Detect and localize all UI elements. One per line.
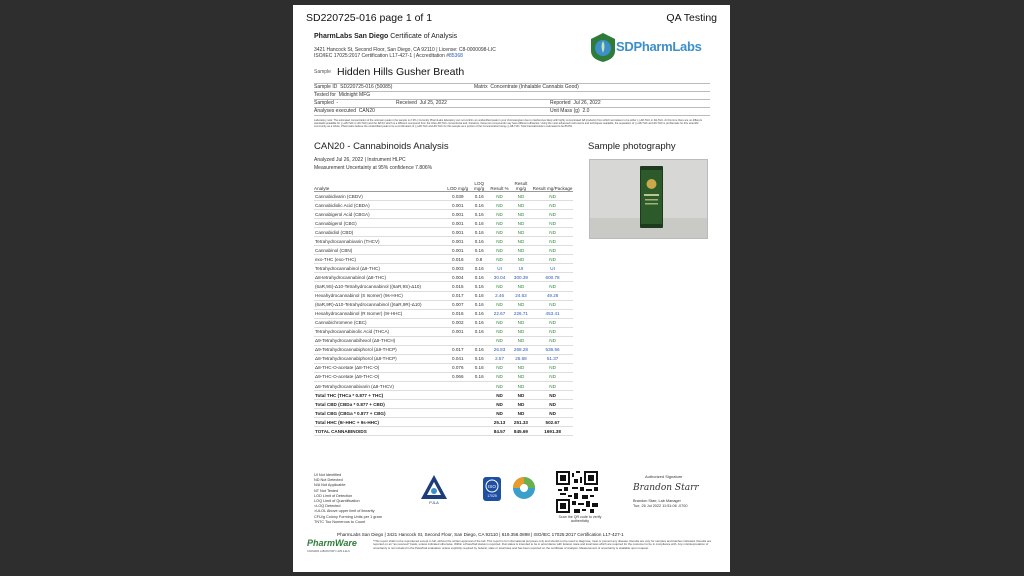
cell-analyte: Total CBD (CBDa * 0.877 + CBD) [314, 400, 447, 409]
analysis-title: CAN20 - Cannabinoids Analysis [314, 141, 449, 152]
lab-address-line: 3421 Hancock St, Second Floor, San Diego, CA 92110 | License: C8-0000098-LIC [314, 47, 496, 53]
cell-analyte: Cannabidiol (CBD) [314, 228, 447, 237]
cell-result-mgg: ND [510, 372, 532, 381]
cell-result-pct: ND [489, 282, 509, 291]
cell-loq [469, 336, 489, 345]
legend-item: CFU/g Colony Forming Units per 1 gram [314, 514, 382, 519]
col-result-pkg: Result mg/Package [532, 175, 573, 192]
cell-loq: 0.16 [469, 228, 489, 237]
col-analyte: Analyte [314, 175, 447, 192]
cell-result-pct: 2.57 [489, 354, 509, 363]
cell-analyte: exo-THC (exo-THC) [314, 255, 447, 264]
cell-result-pkg: ND [532, 391, 573, 400]
table-row [314, 210, 573, 219]
table-row [314, 192, 573, 201]
cell-loq: 0.16 [469, 372, 489, 381]
table-row [314, 372, 573, 381]
cell-result-pct: ND [489, 336, 509, 345]
cell-result-pkg: ND [532, 255, 573, 264]
cell-result-pct: ND [489, 318, 509, 327]
table-header [314, 175, 573, 192]
cell-analyte: Cannabidiolic Acid (CBDA) [314, 201, 447, 210]
footer-lab-line: PharmLabs San Diego | 3421 Hancock St, Second Floor, San Diego, CA 92110 | 619.356.0898 | ISO/IEC 17025:2017 Certification L17-427-1 [337, 532, 624, 537]
sdpharmlabs-logo-text: SDPharmLabs [616, 39, 702, 54]
unit-mass-row: Unit Mass (g) 2.0 [550, 108, 590, 114]
cell-result-pct: ND [489, 381, 509, 390]
table-row [314, 255, 573, 264]
cell-loq [469, 418, 489, 427]
signature-date: Tue, 26 Jul 2022 11:51:06 -0700 [633, 503, 688, 508]
cell-loq: 0.16 [469, 273, 489, 282]
cell-analyte: Cannabigerol (CBG) [314, 219, 447, 228]
cell-result-mgg: 24.63 [510, 291, 532, 300]
legend-item: >ULOL Above upper limit of linearity [314, 509, 375, 514]
cell-result-pct: ND [489, 363, 509, 372]
uncertainty-value: 7.806% [415, 165, 433, 171]
cell-result-mgg: ND [510, 336, 532, 345]
ilac-mra-icon [511, 475, 537, 505]
cell-analyte: Δ8-Tetrahydrocannabivarin (Δ8-THCV) [314, 381, 447, 390]
cell-result-mgg: ND [510, 246, 532, 255]
cell-result-pkg: ND [532, 228, 573, 237]
cell-lod: 0.016 [447, 309, 469, 318]
signature-label: Authorized Signature [645, 474, 683, 479]
table-row [314, 363, 573, 372]
cell-result-pkg: 502.67 [532, 418, 573, 427]
cell-result-pkg: ND [532, 336, 573, 345]
laboratory-note: Laboratory note: The estimated concentration of the unknown peak in the sample is 2.3%.) Currently PharmLabs laboratory can not confirm an unidentified peak in your chromatogram due to interference likely with highly concentrated Δ8 products) from which we believe to be either (-)-Δ8-THC or Δ9-THC. At this time there are no different standards available for (-)-Δ8-THC or Δ9-THC) and the Δ8 thc which is a different compound from the Infan Δ8-THC conventional and, therefore, these two compounds may have different efficacies. Using the most advanced instruments and techniques available, the separation of (-)-Δ8-THC and Δ9-THC is problematic for this scientific community as a whole. PharmLabs believe the unidentified peak to be a combination of (-)-Δ8-THC and Δ9-THC for this sample as a portion of the Concentration being (-)-Δ8-THC. Total Cannabinoids is estimated to be 86.8%. [314, 119, 703, 129]
table-row [314, 219, 573, 228]
cell-result-mgg: UI [510, 264, 532, 273]
coa-title: Certificate of Analysis [390, 33, 458, 40]
abbreviation-legend [314, 473, 404, 525]
unit-mass-value: 2.0 [582, 108, 590, 114]
cell-analyte: Tetrahydrocannabivarin (THCV) [314, 237, 447, 246]
cell-result-pkg: 51.37 [532, 354, 573, 363]
cell-result-pkg: ND [532, 327, 573, 336]
cell-loq: 0.16 [469, 219, 489, 228]
col-result-mgg: Result mg/g [510, 175, 532, 192]
cell-loq: 0.16 [469, 201, 489, 210]
cell-lod [447, 418, 469, 427]
cell-lod: 0.041 [447, 354, 469, 363]
legend-item: LOQ Limit of Quantification [314, 499, 360, 504]
cell-analyte: Cannabichromene (CBC) [314, 318, 447, 327]
table-row [314, 318, 573, 327]
cell-result-pkg: 1691.38 [532, 427, 573, 436]
cell-lod: 0.015 [447, 282, 469, 291]
cell-loq [469, 427, 489, 436]
table-row [314, 264, 573, 273]
cell-lod: 0.004 [447, 273, 469, 282]
total-row [314, 391, 573, 400]
table-row [314, 354, 573, 363]
sample-id: SD220725-016 (50085) [340, 84, 393, 90]
cell-result-pkg: ND [532, 210, 573, 219]
cell-loq: 0.16 [469, 327, 489, 336]
cell-lod [447, 400, 469, 409]
iso-17025-badge-icon [482, 476, 502, 502]
legend-item: N/A Not Applicable [314, 483, 346, 488]
cell-analyte: TOTAL CANNABINOIDS [314, 427, 447, 436]
cell-result-pkg: ND [532, 201, 573, 210]
cell-loq: 0.16 [469, 318, 489, 327]
cell-result-pkg: ND [532, 237, 573, 246]
divider [314, 99, 710, 100]
table-row [314, 345, 573, 354]
divider [314, 91, 710, 92]
cell-result-pct: ND [489, 327, 509, 336]
cell-analyte: Δ8-THC-O-acetate (Δ8-THC-O) [314, 363, 447, 372]
cell-analyte: Δ8-tetrahydrocannabinol (Δ8-THC) [314, 273, 447, 282]
cell-result-mgg: ND [510, 300, 532, 309]
cell-result-pkg: ND [532, 219, 573, 228]
cell-result-pct: ND [489, 219, 509, 228]
cell-loq [469, 381, 489, 390]
legend-item: TNTC Too Numerous to Count [314, 519, 366, 524]
cell-result-mgg: 268.28 [510, 345, 532, 354]
cell-result-pkg: ND [532, 400, 573, 409]
total-row [314, 427, 573, 436]
cell-analyte: Tetrahydrocannabinol (Δ9-THC) [314, 264, 447, 273]
cell-loq [469, 400, 489, 409]
cell-loq [469, 409, 489, 418]
table-row [314, 327, 573, 336]
table-row [314, 237, 573, 246]
accreditation-link[interactable]: 85368 [449, 53, 463, 59]
cell-loq: 0.16 [469, 282, 489, 291]
cell-result-pct: 22.67 [489, 309, 509, 318]
cell-result-mgg: ND [510, 400, 532, 409]
cell-analyte: Hexahydrocannabinol (R Isomer) (9r-HHC) [314, 309, 447, 318]
cell-lod: 0.002 [447, 318, 469, 327]
table-row [314, 291, 573, 300]
cell-lod [447, 381, 469, 390]
col-lod: LOD mg/g [447, 175, 469, 192]
divider [314, 115, 710, 116]
cell-result-pct: 30.04 [489, 273, 509, 282]
cell-lod: 0.007 [447, 300, 469, 309]
total-row [314, 409, 573, 418]
verification-qr-icon[interactable] [556, 471, 598, 513]
cell-lod [447, 427, 469, 436]
cell-result-pct: 2.46 [489, 291, 509, 300]
cell-result-pct: ND [489, 192, 509, 201]
cell-loq [469, 391, 489, 400]
received-date: Jul 25, 2022 [419, 100, 447, 106]
cell-result-mgg: 226.71 [510, 309, 532, 318]
cell-result-pct: 25.13 [489, 418, 509, 427]
table-row [314, 309, 573, 318]
cell-result-mgg: ND [510, 237, 532, 246]
cell-lod: 0.001 [447, 210, 469, 219]
cell-lod [447, 336, 469, 345]
sample-id-row: Sample ID SD220725-016 (50085) [314, 84, 393, 90]
cell-analyte: Δ8-Tetrahydrocannabiphorol (Δ8-THCP) [314, 354, 447, 363]
cell-result-pct: ND [489, 372, 509, 381]
cell-lod: 0.001 [447, 201, 469, 210]
table-row [314, 282, 573, 291]
cell-result-mgg: ND [510, 255, 532, 264]
table-row [314, 246, 573, 255]
analyzed-date: Jul 26, 2022 [335, 157, 364, 163]
product-photo-icon [590, 160, 707, 238]
cell-loq: 0.16 [469, 300, 489, 309]
tested-for-value: Midnight MFG [338, 92, 371, 98]
svg-text:PJLA: PJLA [429, 500, 439, 505]
cell-result-mgg: ND [510, 219, 532, 228]
cell-result-pkg: ND [532, 318, 573, 327]
cell-analyte: Total HHC (9r-HHC + 9s-HHC) [314, 418, 447, 427]
cell-result-pkg: 600.78 [532, 273, 573, 282]
document-id: SD220725-016 page 1 of 1 [306, 12, 433, 24]
cell-result-mgg: ND [510, 318, 532, 327]
cell-result-pct: ND [489, 228, 509, 237]
cell-result-pkg: ND [532, 409, 573, 418]
sample-label: Sample [314, 69, 331, 75]
cell-loq: 0.16 [469, 363, 489, 372]
cell-lod [447, 391, 469, 400]
cell-lod: 0.066 [447, 372, 469, 381]
lab-cert-line: ISO/IEC 17025:2017 Certification L17-427-1 | Accreditation #85368 [314, 53, 463, 59]
cell-result-mgg: 300.39 [510, 273, 532, 282]
cell-result-pct: ND [489, 246, 509, 255]
reported-row: Reported Jul 26, 2022 [550, 100, 601, 106]
cell-result-mgg: ND [510, 192, 532, 201]
cell-result-pct: ND [489, 300, 509, 309]
table-body [314, 192, 573, 436]
svg-text:17025: 17025 [487, 494, 497, 498]
cell-result-mgg: ND [510, 228, 532, 237]
analyses-value: CAN20 [358, 108, 375, 114]
table-row [314, 381, 573, 390]
analyses-row: Analyses executed CAN20 [314, 108, 375, 114]
cell-analyte: (6aR,9S)-Δ10-Tetrahydrocannabinol ((6aR,9S)-Δ10) [314, 282, 447, 291]
cell-loq: 0.16 [469, 237, 489, 246]
cell-analyte: Δ9-THC-O-acetate (Δ9-THC-O) [314, 372, 447, 381]
cell-loq: 0.16 [469, 210, 489, 219]
table-row [314, 228, 573, 237]
matrix-value: Concentrate (Inhalable Cannabis Good) [490, 84, 579, 90]
cell-loq: 0.8 [469, 255, 489, 264]
pharmware-tagline: CANNABIS LABORATORY LIMS & ELN [307, 550, 350, 553]
cell-result-pkg: ND [532, 282, 573, 291]
cell-loq: 0.16 [469, 291, 489, 300]
document-type: QA Testing [666, 12, 717, 24]
cell-result-pct: ND [489, 210, 509, 219]
cell-result-pkg: 536.56 [532, 345, 573, 354]
coa-page [293, 5, 730, 572]
sample-photo [589, 159, 708, 239]
table-row [314, 201, 573, 210]
uncertainty-line: Measurement Uncertainty at 95% confidence 7.806% [314, 165, 433, 171]
cell-loq: 0.16 [469, 345, 489, 354]
cell-lod: 0.076 [447, 363, 469, 372]
legend-item: ND Not Detected [314, 478, 343, 483]
cell-lod: 0.039 [447, 192, 469, 201]
col-result-pct: Result % [489, 175, 509, 192]
cell-analyte: Cannabidivarin (CBDV) [314, 192, 447, 201]
cell-loq: 0.16 [469, 309, 489, 318]
cell-lod: 0.001 [447, 246, 469, 255]
legend-item: NT Not Tested [314, 488, 339, 493]
cell-analyte: Tetrahydrocannabinolic Acid (THCA) [314, 327, 447, 336]
table-row [314, 336, 573, 345]
col-loq: LOQ mg/g [469, 175, 489, 192]
cell-analyte: Total CBG (CBGa * 0.877 + CBG) [314, 409, 447, 418]
sample-name: Hidden Hills Gusher Breath [337, 66, 465, 78]
cell-result-mgg: 845.69 [510, 427, 532, 436]
cell-result-pct: ND [489, 201, 509, 210]
reported-date: Jul 26, 2022 [573, 100, 601, 106]
cannabinoids-table [314, 175, 573, 436]
cell-analyte: Δ9-Tetrahydrocannabihexol (Δ9-THCH) [314, 336, 447, 345]
photo-title: Sample photography [588, 141, 676, 152]
lab-address [314, 47, 564, 59]
cell-loq: 0.16 [469, 264, 489, 273]
cell-lod: 0.001 [447, 237, 469, 246]
cell-result-mgg: ND [510, 282, 532, 291]
cell-result-pct: ND [489, 255, 509, 264]
cell-loq: 0.16 [469, 192, 489, 201]
cell-analyte: Δ9-Tetrahydrocannabiphorol (Δ9-THCP) [314, 345, 447, 354]
cell-analyte: Cannabigerol Acid (CBGA) [314, 210, 447, 219]
cell-result-mgg: ND [510, 363, 532, 372]
cell-result-pkg: 453.41 [532, 309, 573, 318]
total-row [314, 400, 573, 409]
total-row [314, 418, 573, 427]
analysis-meta: Analyzed Jul 26, 2022 | Instrument HLPC [314, 157, 406, 163]
authorized-signature: Brandon Starr [633, 483, 699, 493]
cell-lod: 0.003 [447, 264, 469, 273]
cell-result-mgg: 25.68 [510, 354, 532, 363]
table-row [314, 300, 573, 309]
cell-result-pkg: ND [532, 192, 573, 201]
cell-result-pct: 84.57 [489, 427, 509, 436]
cell-result-pct: ND [489, 400, 509, 409]
cell-result-mgg: ND [510, 391, 532, 400]
footer-disclaimer: *This report shall not be reproduced except in full, without the written approval of the lab. This report is for informational purposes only and should not be used to diagnose, treat or prevent any disease. Results are only for samples and batches indicated. Results are reported on an "as received" basis, unless indicated otherwise. Within a Pass/Fail status is reported, that status is intended to be in accordance with federal, state and local laws which are required for the customer to be in compliance with. Any misinterpretation of uncertainty is not included in the Pass/Fail evaluation unless explicitly required by federal, state or local laws and has been reported on the certificate of analysis. Measurement of uncertainty is available upon request. [373, 539, 712, 550]
cell-result-mgg: ND [510, 409, 532, 418]
cell-result-pkg: ND [532, 372, 573, 381]
cell-analyte: (6aR,9R)-Δ10-Tetrahydrocannabinol ((6aR,9R)-Δ10) [314, 300, 447, 309]
cell-result-pct: ND [489, 391, 509, 400]
pjla-accreditation-icon [419, 473, 449, 505]
cell-result-pkg: ND [532, 300, 573, 309]
matrix-row: Matrix Concentrate (Inhalable Cannabis Good) [474, 84, 579, 90]
cell-result-mgg: ND [510, 201, 532, 210]
cell-lod [447, 409, 469, 418]
cell-lod: 0.017 [447, 345, 469, 354]
signer-info [633, 499, 723, 508]
lab-name: PharmLabs San Diego [314, 33, 389, 40]
legend-item: LOD Limit of Detection [314, 493, 353, 498]
cell-result-pkg: ND [532, 246, 573, 255]
cell-result-mgg: ND [510, 327, 532, 336]
cell-result-pkg: 49.26 [532, 291, 573, 300]
cell-result-pkg: ND [532, 381, 573, 390]
cell-loq: 0.16 [469, 354, 489, 363]
signer-name: Brandon Starr, Lab Manager [633, 499, 681, 503]
cell-analyte: Cannabinol (CBN) [314, 246, 447, 255]
cell-result-pct: ND [489, 409, 509, 418]
cell-analyte: Hexahydrocannabinol (S Isomer) (9s-HHC) [314, 291, 447, 300]
sampled-row: Sampled - [314, 100, 339, 106]
cell-analyte: Total THC (THCa * 0.877 + THC) [314, 391, 447, 400]
cell-loq: 0.16 [469, 246, 489, 255]
cell-lod: 0.017 [447, 291, 469, 300]
cell-result-mgg: ND [510, 381, 532, 390]
cell-result-pct: UI [489, 264, 509, 273]
cell-result-pkg: ND [532, 363, 573, 372]
cell-result-pkg: UI [532, 264, 573, 273]
received-row: Received Jul 25, 2022 [396, 100, 447, 106]
cell-result-mgg: 251.33 [510, 418, 532, 427]
cell-result-mgg: ND [510, 210, 532, 219]
cell-lod: 0.001 [447, 327, 469, 336]
cell-lod: 0.001 [447, 228, 469, 237]
lab-heading [314, 33, 457, 40]
table-row [314, 273, 573, 282]
sdpharmlabs-logo-icon [589, 31, 617, 63]
tested-for-row: Tested for Midnight MFG [314, 92, 371, 98]
svg-text:ISO: ISO [488, 483, 496, 489]
legend-item: <LOQ Detected [314, 504, 341, 509]
instrument: HLPC [392, 157, 406, 163]
cell-result-pct: 26.83 [489, 345, 509, 354]
cell-lod: 0.016 [447, 255, 469, 264]
legend-item: UI Not Identified [314, 473, 342, 477]
pharmware-logo: PharmWare [307, 538, 357, 548]
qr-caption: Scan the QR code to verify authenticity [558, 515, 602, 524]
cell-lod: 0.001 [447, 219, 469, 228]
cell-result-pct: ND [489, 237, 509, 246]
